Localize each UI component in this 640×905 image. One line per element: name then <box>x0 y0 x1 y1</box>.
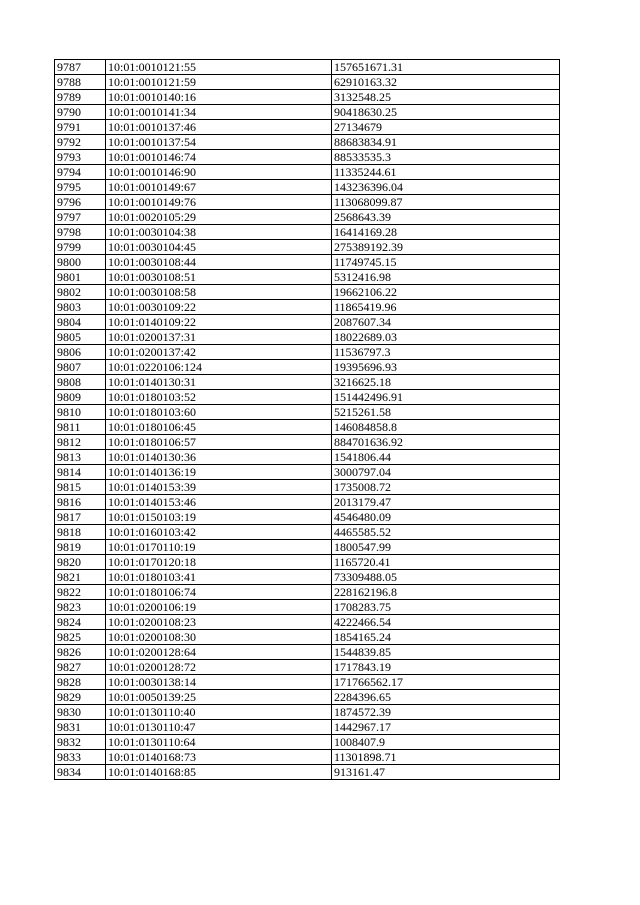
cadastral-number-cell: 10:01:0180103:52 <box>106 390 332 405</box>
cadastral-number-cell: 10:01:0140136:19 <box>106 465 332 480</box>
cadastral-value-cell: 1735008.72 <box>332 480 560 495</box>
table-row <box>55 180 560 195</box>
table-row <box>55 495 560 510</box>
cadastral-value-cell: 1008407.9 <box>332 735 560 750</box>
cadastral-value-cell: 11301898.71 <box>332 750 560 765</box>
cadastral-value-cell: 2284396.65 <box>332 690 560 705</box>
row-number-cell: 9805 <box>55 330 106 345</box>
row-number-cell: 9816 <box>55 495 106 510</box>
cadastral-value-cell: 27134679 <box>332 120 560 135</box>
cadastral-number-cell: 10:01:0010137:54 <box>106 135 332 150</box>
row-number-cell: 9794 <box>55 165 106 180</box>
cadastral-value-cell: 884701636.92 <box>332 435 560 450</box>
table-row <box>55 270 560 285</box>
row-number-cell: 9792 <box>55 135 106 150</box>
cadastral-value-cell: 1854165.24 <box>332 630 560 645</box>
table-row <box>55 285 560 300</box>
table-row <box>55 765 560 780</box>
cadastral-value-cell: 90418630.25 <box>332 105 560 120</box>
cadastral-number-cell: 10:01:0180106:45 <box>106 420 332 435</box>
table-row <box>55 255 560 270</box>
row-number-cell: 9807 <box>55 360 106 375</box>
table-row <box>55 405 560 420</box>
row-number-cell: 9830 <box>55 705 106 720</box>
table-row <box>55 450 560 465</box>
table-row <box>55 750 560 765</box>
row-number-cell: 9824 <box>55 615 106 630</box>
table-row <box>55 330 560 345</box>
row-number-cell: 9787 <box>55 60 106 75</box>
row-number-cell: 9800 <box>55 255 106 270</box>
table-row <box>55 345 560 360</box>
cadastral-number-cell: 10:01:0030104:38 <box>106 225 332 240</box>
table-row <box>55 300 560 315</box>
cadastral-number-cell: 10:01:0150103:19 <box>106 510 332 525</box>
cadastral-number-cell: 10:01:0010121:55 <box>106 60 332 75</box>
row-number-cell: 9809 <box>55 390 106 405</box>
cadastral-number-cell: 10:01:0010146:74 <box>106 150 332 165</box>
cadastral-number-cell: 10:01:0030104:45 <box>106 240 332 255</box>
table-row <box>55 390 560 405</box>
table-row <box>55 75 560 90</box>
table-row <box>55 210 560 225</box>
cadastral-value-cell: 1165720.41 <box>332 555 560 570</box>
cadastral-number-cell: 10:01:0200137:42 <box>106 345 332 360</box>
cadastral-value-cell: 1800547.99 <box>332 540 560 555</box>
table-row <box>55 630 560 645</box>
cadastral-number-cell: 10:01:0030108:44 <box>106 255 332 270</box>
cadastral-value-cell: 88683834.91 <box>332 135 560 150</box>
cadastral-number-cell: 10:01:0200128:64 <box>106 645 332 660</box>
row-number-cell: 9808 <box>55 375 106 390</box>
cadastral-number-cell: 10:01:0170110:19 <box>106 540 332 555</box>
cadastral-value-cell: 19395696.93 <box>332 360 560 375</box>
cadastral-value-cell: 11749745.15 <box>332 255 560 270</box>
row-number-cell: 9811 <box>55 420 106 435</box>
row-number-cell: 9803 <box>55 300 106 315</box>
cadastral-number-cell: 10:01:0160103:42 <box>106 525 332 540</box>
table-row <box>55 645 560 660</box>
cadastral-number-cell: 10:01:0180103:41 <box>106 570 332 585</box>
cadastral-number-cell: 10:01:0140168:85 <box>106 765 332 780</box>
table-row <box>55 120 560 135</box>
row-number-cell: 9790 <box>55 105 106 120</box>
cadastral-number-cell: 10:01:0200108:23 <box>106 615 332 630</box>
cadastral-number-cell: 10:01:0200106:19 <box>106 600 332 615</box>
row-number-cell: 9791 <box>55 120 106 135</box>
cadastral-number-cell: 10:01:0170120:18 <box>106 555 332 570</box>
cadastral-value-cell: 1442967.17 <box>332 720 560 735</box>
table-row <box>55 240 560 255</box>
cadastral-number-cell: 10:01:0180106:74 <box>106 585 332 600</box>
cadastral-number-cell: 10:01:0200108:30 <box>106 630 332 645</box>
row-number-cell: 9827 <box>55 660 106 675</box>
cadastral-value-cell: 3000797.04 <box>332 465 560 480</box>
cadastral-value-cell: 1717843.19 <box>332 660 560 675</box>
row-number-cell: 9810 <box>55 405 106 420</box>
table-row <box>55 555 560 570</box>
row-number-cell: 9828 <box>55 675 106 690</box>
table-row <box>55 90 560 105</box>
row-number-cell: 9822 <box>55 585 106 600</box>
cadastral-number-cell: 10:01:0010149:67 <box>106 180 332 195</box>
table-row <box>55 480 560 495</box>
cadastral-value-cell: 5215261.58 <box>332 405 560 420</box>
cadastral-number-cell: 10:01:0130110:40 <box>106 705 332 720</box>
row-number-cell: 9817 <box>55 510 106 525</box>
cadastral-number-cell: 10:01:0220106:124 <box>106 360 332 375</box>
row-number-cell: 9798 <box>55 225 106 240</box>
cadastral-value-cell: 62910163.32 <box>332 75 560 90</box>
cadastral-value-cell: 3132548.25 <box>332 90 560 105</box>
cadastral-number-cell: 10:01:0030138:14 <box>106 675 332 690</box>
row-number-cell: 9804 <box>55 315 106 330</box>
table-row <box>55 510 560 525</box>
table-row <box>55 720 560 735</box>
cadastral-number-cell: 10:01:0140130:36 <box>106 450 332 465</box>
cadastral-value-cell: 143236396.04 <box>332 180 560 195</box>
cadastral-value-cell: 228162196.8 <box>332 585 560 600</box>
row-number-cell: 9797 <box>55 210 106 225</box>
table-row <box>55 735 560 750</box>
cadastral-value-cell: 1541806.44 <box>332 450 560 465</box>
row-number-cell: 9795 <box>55 180 106 195</box>
cadastral-number-cell: 10:01:0010146:90 <box>106 165 332 180</box>
cadastral-value-cell: 19662106.22 <box>332 285 560 300</box>
cadastral-number-cell: 10:01:0030109:22 <box>106 300 332 315</box>
cadastral-number-cell: 10:01:0140153:46 <box>106 495 332 510</box>
table-row <box>55 195 560 210</box>
cadastral-number-cell: 10:01:0140109:22 <box>106 315 332 330</box>
cadastral-number-cell: 10:01:0140130:31 <box>106 375 332 390</box>
cadastral-value-table <box>54 59 560 780</box>
cadastral-value-cell: 113068099.87 <box>332 195 560 210</box>
cadastral-number-cell: 10:01:0130110:47 <box>106 720 332 735</box>
row-number-cell: 9799 <box>55 240 106 255</box>
cadastral-value-cell: 275389192.39 <box>332 240 560 255</box>
row-number-cell: 9825 <box>55 630 106 645</box>
cadastral-value-cell: 11865419.96 <box>332 300 560 315</box>
table-row <box>55 675 560 690</box>
table-row <box>55 105 560 120</box>
cadastral-value-cell: 1874572.39 <box>332 705 560 720</box>
cadastral-number-cell: 10:01:0140153:39 <box>106 480 332 495</box>
table-row <box>55 570 560 585</box>
cadastral-number-cell: 10:01:0010140:16 <box>106 90 332 105</box>
cadastral-value-cell: 73309488.05 <box>332 570 560 585</box>
table-row <box>55 525 560 540</box>
cadastral-number-cell: 10:01:0140168:73 <box>106 750 332 765</box>
row-number-cell: 9829 <box>55 690 106 705</box>
row-number-cell: 9820 <box>55 555 106 570</box>
row-number-cell: 9802 <box>55 285 106 300</box>
cadastral-value-cell: 2013179.47 <box>332 495 560 510</box>
row-number-cell: 9834 <box>55 765 106 780</box>
cadastral-number-cell: 10:01:0010121:59 <box>106 75 332 90</box>
cadastral-value-cell: 157651671.31 <box>332 60 560 75</box>
cadastral-value-cell: 18022689.03 <box>332 330 560 345</box>
row-number-cell: 9796 <box>55 195 106 210</box>
row-number-cell: 9814 <box>55 465 106 480</box>
table-row <box>55 600 560 615</box>
row-number-cell: 9823 <box>55 600 106 615</box>
row-number-cell: 9812 <box>55 435 106 450</box>
row-number-cell: 9806 <box>55 345 106 360</box>
row-number-cell: 9813 <box>55 450 106 465</box>
cadastral-value-cell: 11335244.61 <box>332 165 560 180</box>
table-row <box>55 585 560 600</box>
row-number-cell: 9821 <box>55 570 106 585</box>
table-row <box>55 375 560 390</box>
cadastral-number-cell: 10:01:0010141:34 <box>106 105 332 120</box>
table-row <box>55 315 560 330</box>
cadastral-value-cell: 4222466.54 <box>332 615 560 630</box>
table-body <box>55 60 560 780</box>
cadastral-value-cell: 2568643.39 <box>332 210 560 225</box>
row-number-cell: 9793 <box>55 150 106 165</box>
cadastral-value-cell: 11536797.3 <box>332 345 560 360</box>
row-number-cell: 9815 <box>55 480 106 495</box>
cadastral-value-cell: 16414169.28 <box>332 225 560 240</box>
cadastral-number-cell: 10:01:0010149:76 <box>106 195 332 210</box>
table-row <box>55 435 560 450</box>
cadastral-number-cell: 10:01:0200128:72 <box>106 660 332 675</box>
cadastral-value-cell: 913161.47 <box>332 765 560 780</box>
cadastral-value-cell: 4546480.09 <box>332 510 560 525</box>
cadastral-value-cell: 171766562.17 <box>332 675 560 690</box>
table-row <box>55 540 560 555</box>
table-row <box>55 660 560 675</box>
row-number-cell: 9831 <box>55 720 106 735</box>
cadastral-value-cell: 146084858.8 <box>332 420 560 435</box>
table-row <box>55 360 560 375</box>
table-row <box>55 465 560 480</box>
table-row <box>55 60 560 75</box>
cadastral-value-cell: 1544839.85 <box>332 645 560 660</box>
row-number-cell: 9801 <box>55 270 106 285</box>
table-row <box>55 135 560 150</box>
table-row <box>55 225 560 240</box>
cadastral-number-cell: 10:01:0130110:64 <box>106 735 332 750</box>
cadastral-value-cell: 151442496.91 <box>332 390 560 405</box>
row-number-cell: 9819 <box>55 540 106 555</box>
row-number-cell: 9789 <box>55 90 106 105</box>
cadastral-number-cell: 10:01:0020105:29 <box>106 210 332 225</box>
table-row <box>55 705 560 720</box>
row-number-cell: 9818 <box>55 525 106 540</box>
table-row <box>55 150 560 165</box>
cadastral-number-cell: 10:01:0010137:46 <box>106 120 332 135</box>
table-row <box>55 615 560 630</box>
cadastral-number-cell: 10:01:0030108:51 <box>106 270 332 285</box>
cadastral-number-cell: 10:01:0030108:58 <box>106 285 332 300</box>
cadastral-number-cell: 10:01:0180103:60 <box>106 405 332 420</box>
cadastral-value-cell: 1708283.75 <box>332 600 560 615</box>
cadastral-value-cell: 2087607.34 <box>332 315 560 330</box>
cadastral-number-cell: 10:01:0180106:57 <box>106 435 332 450</box>
row-number-cell: 9826 <box>55 645 106 660</box>
table-row <box>55 165 560 180</box>
table-row <box>55 690 560 705</box>
cadastral-value-cell: 88533535.3 <box>332 150 560 165</box>
cadastral-number-cell: 10:01:0200137:31 <box>106 330 332 345</box>
row-number-cell: 9832 <box>55 735 106 750</box>
row-number-cell: 9788 <box>55 75 106 90</box>
cadastral-value-cell: 3216625.18 <box>332 375 560 390</box>
cadastral-value-cell: 4465585.52 <box>332 525 560 540</box>
cadastral-number-cell: 10:01:0050139:25 <box>106 690 332 705</box>
row-number-cell: 9833 <box>55 750 106 765</box>
cadastral-value-cell: 5312416.98 <box>332 270 560 285</box>
table-row <box>55 420 560 435</box>
